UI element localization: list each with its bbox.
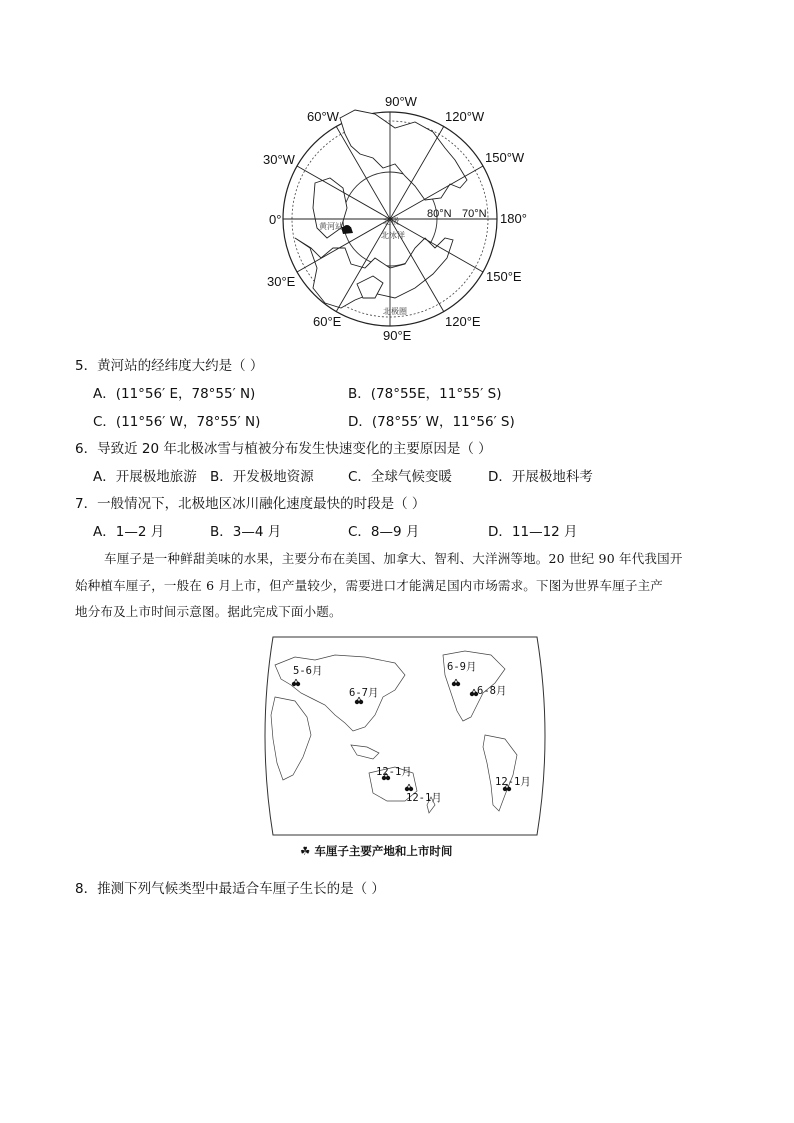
question-7-option-d: D．11—12 月 (488, 524, 578, 540)
question-6-stem: 6．导致近 20 年北极冰雪与植被分布发生快速变化的主要原因是（ ） (75, 441, 492, 457)
label-150w: 150°W (485, 150, 525, 165)
label-60w: 60°W (307, 109, 339, 124)
label-30w: 30°W (263, 152, 295, 167)
label-120e: 120°E (445, 314, 481, 329)
label-90w: 90°W (385, 94, 417, 109)
question-5-option-c: C．(11°56′ W，78°55′ N) (93, 414, 261, 430)
question-6-option-a: A．开展极地旅游 (93, 469, 197, 485)
label-station: 黄河站 (319, 222, 343, 231)
world-cherry-map (255, 635, 555, 837)
map-label-6-7: 6-7月 (349, 687, 379, 699)
label-0: 0° (269, 212, 282, 227)
map-label-6-9: 6-9月 (447, 661, 477, 673)
label-30e: 30°E (267, 274, 296, 289)
passage-line-3: 地分布及上市时间示意图。据此完成下面小题。 (75, 604, 342, 619)
label-arctic-circle: 北极圈 (383, 307, 407, 316)
world-map-caption-text: 车厘子主要产地和上市时间 (314, 844, 453, 858)
map-label-12-1-a: 12-1月 (376, 766, 412, 778)
question-7-option-c: C．8—9 月 (348, 524, 420, 540)
label-70n: 70°N (462, 208, 487, 220)
question-5-option-a: A．(11°56′ E，78°55′ N) (93, 386, 256, 402)
question-7-option-a: A．1—2 月 (93, 524, 165, 540)
question-5-stem: 5．黄河站的经纬度大约是（ ） (75, 358, 264, 374)
passage-line-1: 车厘子是一种鲜甜美味的水果，主要分布在美国、加拿大、智利、大洋洲等地。20 世纪 90 年代我国开 (104, 551, 683, 566)
question-7-option-b: B．3—4 月 (210, 524, 282, 540)
map-label-6-8: 6-8月 (477, 685, 507, 697)
cherry-icon: ☘ (300, 844, 311, 858)
label-120w: 120°W (445, 109, 485, 124)
question-6-option-c: C．全球气候变暖 (348, 469, 452, 485)
question-7-stem: 7．一般情况下，北极地区冰川融化速度最快的时段是（ ） (75, 496, 426, 512)
label-pole: 北极 (383, 217, 399, 226)
world-map-caption (300, 843, 452, 859)
map-label-5-6: 5-6月 (293, 665, 323, 677)
question-6-option-b: B．开发极地资源 (210, 469, 314, 485)
map-label-12-1-b: 12-1月 (406, 792, 442, 804)
label-arctic-ocean: 北冰洋 (381, 231, 405, 240)
label-60e: 60°E (313, 314, 342, 329)
arctic-polar-map (255, 88, 545, 350)
map-label-12-1-c: 12-1月 (495, 776, 531, 788)
question-5-option-b: B．(78°55E，11°55′ S) (348, 386, 502, 402)
label-90e: 90°E (383, 328, 412, 343)
label-80n: 80°N (427, 208, 452, 220)
label-150e: 150°E (486, 269, 522, 284)
passage-line-2: 始种植车厘子，一般在 6 月上市，但产量较少，需要进口才能满足国内市场需求。下图为世界车厘子主产 (75, 578, 664, 593)
label-180: 180° (500, 211, 527, 226)
question-5-option-d: D．(78°55′ W，11°56′ S) (348, 414, 515, 430)
question-6-option-d: D．开展极地科考 (488, 469, 593, 485)
question-8-stem: 8．推测下列气候类型中最适合车厘子生长的是（ ） (75, 881, 385, 897)
